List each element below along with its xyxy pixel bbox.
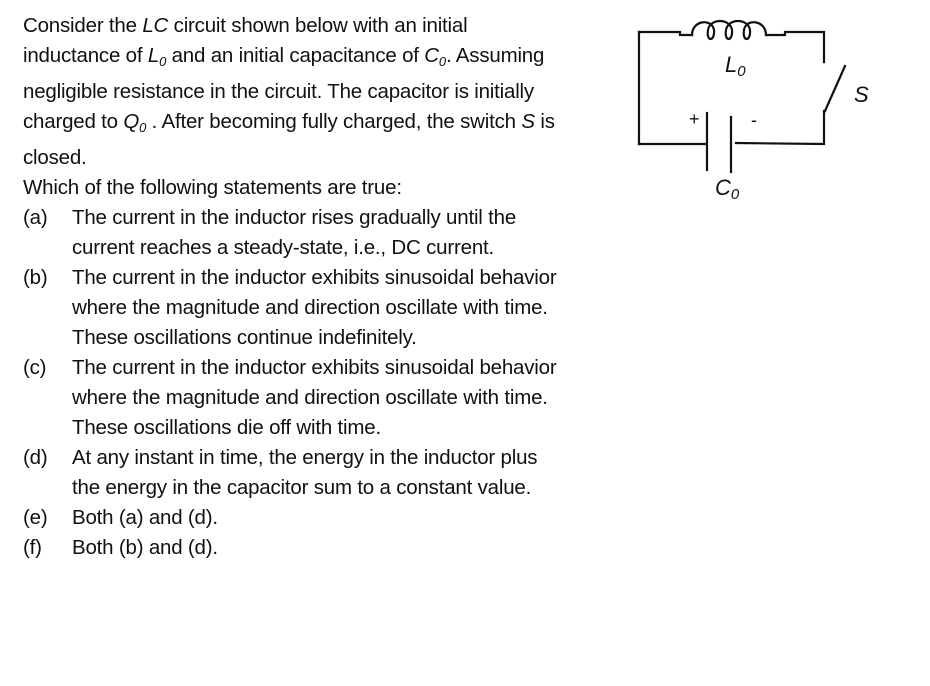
switch-label: S bbox=[854, 82, 869, 107]
intro-text: . After becoming fully charged, the switch bbox=[146, 110, 522, 133]
option-b bbox=[23, 263, 563, 353]
option-text: The current in the inductor exhibits sinusoidal behavior where the magnitude and direction oscillate with time. These oscillations die off with time. bbox=[72, 356, 557, 439]
option-label: (f) bbox=[23, 536, 42, 559]
intro-text: . Assuming negligible resistance in the circuit. The capacitor is initially charged to bbox=[23, 44, 545, 133]
lc-circuit-diagram bbox=[620, 0, 920, 220]
option-label: (d) bbox=[23, 446, 48, 469]
inductance-subscript: 0 bbox=[159, 54, 167, 69]
switch-symbol: S bbox=[521, 110, 535, 133]
intro-text: is closed. bbox=[23, 110, 555, 169]
option-label: (c) bbox=[23, 356, 47, 379]
inductor-subscript: 0 bbox=[737, 63, 746, 80]
question-prompt: Which of the following statements are true: bbox=[23, 176, 402, 199]
inductor-symbol: L bbox=[725, 52, 738, 77]
option-text: Both (b) and (d). bbox=[72, 536, 218, 559]
capacitor-subscript: 0 bbox=[730, 186, 740, 203]
intro-text: circuit shown below with an initial inductance of bbox=[23, 14, 468, 67]
inductance-symbol: L bbox=[147, 44, 160, 67]
question-text bbox=[23, 11, 563, 563]
plus-sign: + bbox=[689, 109, 700, 129]
intro-text: Consider the bbox=[23, 14, 143, 37]
capacitor-label bbox=[715, 175, 739, 203]
option-text: The current in the inductor rises gradually until the current reaches a steady-state, i.e., DC current. bbox=[72, 206, 517, 259]
option-c bbox=[23, 353, 563, 443]
top-left-wire bbox=[639, 32, 692, 35]
capacitor-symbol: C bbox=[715, 175, 731, 200]
option-text: At any instant in time, the energy in the inductor plus the energy in the capacitor sum to a constant value. bbox=[72, 446, 538, 499]
inductor-coil bbox=[692, 21, 766, 39]
charge-symbol: Q bbox=[123, 110, 140, 133]
switch-blade bbox=[825, 66, 845, 111]
capacitance-symbol: C bbox=[424, 44, 439, 67]
option-text: The current in the inductor exhibits sinusoidal behavior where the magnitude and direction oscillate with time. These oscillations continue indefinitely. bbox=[72, 266, 557, 349]
capacitance-subscript: 0 bbox=[438, 54, 446, 69]
top-right-wire bbox=[766, 32, 824, 62]
bottom-right-wire bbox=[736, 111, 824, 144]
question-intro bbox=[23, 11, 563, 173]
option-a bbox=[23, 203, 563, 263]
option-text: Both (a) and (d). bbox=[72, 506, 218, 529]
option-label: (b) bbox=[23, 266, 48, 289]
option-label: (a) bbox=[23, 206, 48, 229]
option-e bbox=[23, 503, 563, 533]
lc-term: LC bbox=[142, 14, 169, 37]
minus-sign: - bbox=[751, 110, 757, 130]
option-f bbox=[23, 533, 563, 563]
circuit-wires bbox=[620, 0, 920, 220]
option-label: (e) bbox=[23, 506, 48, 529]
option-d bbox=[23, 443, 563, 503]
charge-subscript: 0 bbox=[139, 120, 147, 135]
inductor-label bbox=[725, 52, 746, 80]
intro-text: and an initial capacitance of bbox=[166, 44, 425, 67]
